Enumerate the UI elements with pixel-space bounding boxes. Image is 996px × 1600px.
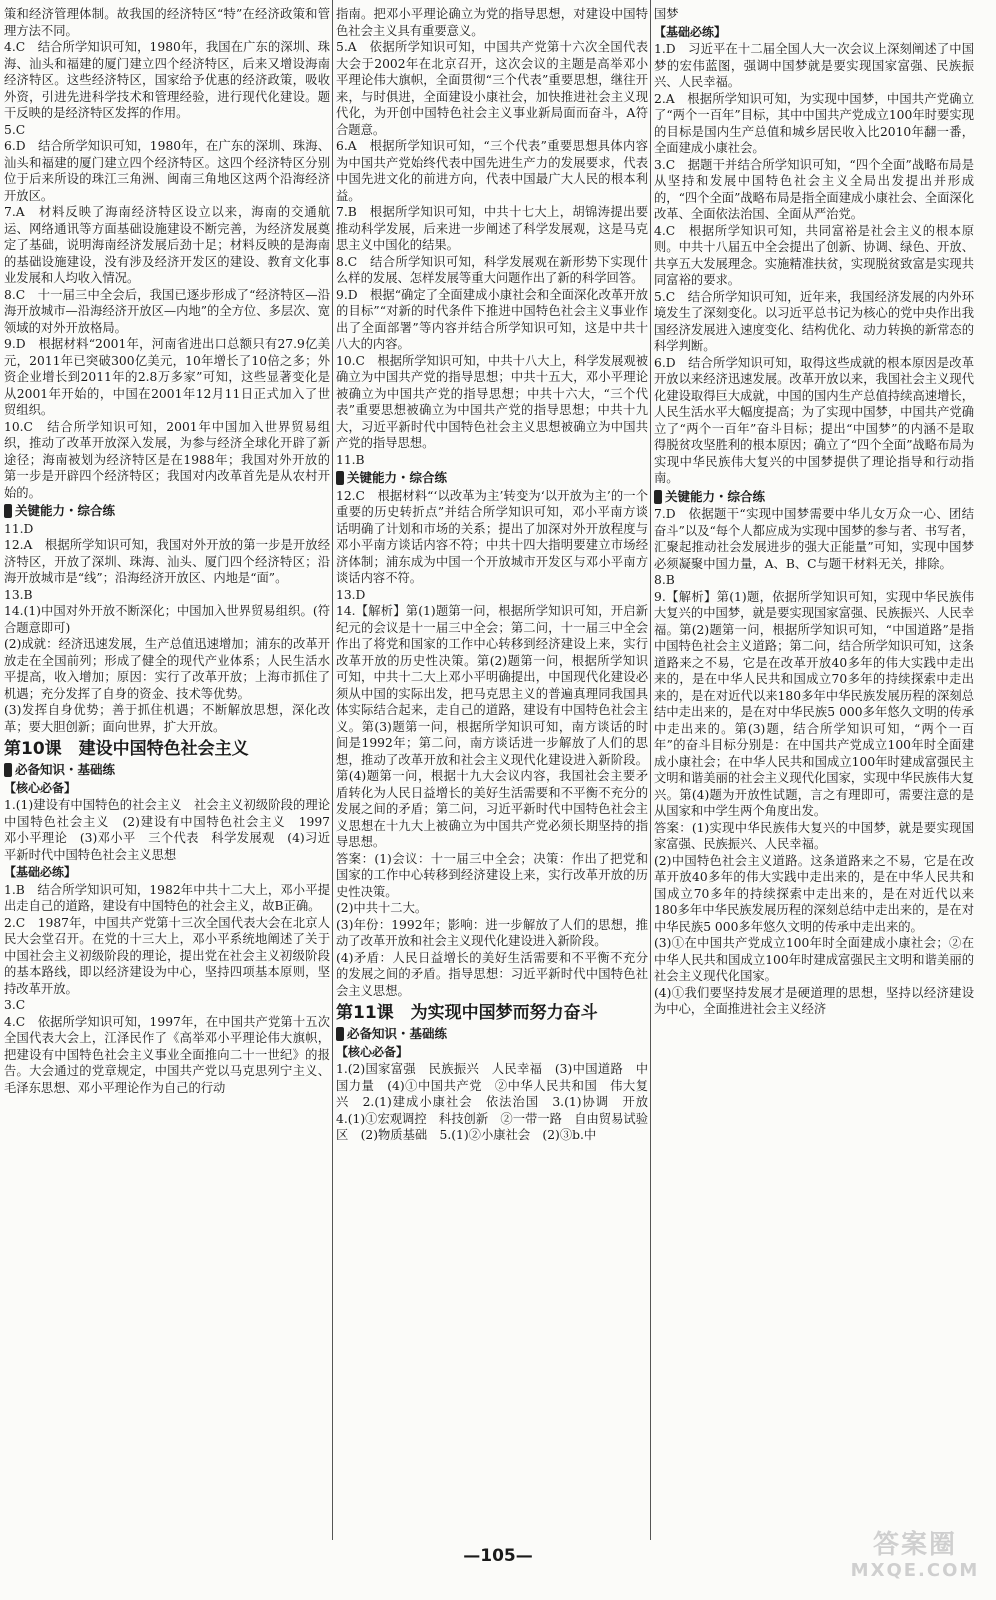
answer-8: 8.B [654, 573, 675, 587]
basic-answer-4: 4.C 根据所学知识可知，共同富裕是社会主义的根本原则。中共十八届五中全会提出了创新、协调、绿色、开放、共享五大发展理念。实施精准扶贫，实现脱贫致富是实现共同富裕的要求。 [654, 223, 974, 287]
section-heading-text: 关键能力・综合练 [15, 503, 116, 518]
answer-text: 国梦 [654, 7, 679, 21]
answer-9-part4: (4)①我们要坚持发展才是硬道理的思想，坚持以经济建设为中心，全面推进社会主义经济 [654, 985, 974, 1016]
answer-9-part3: (3)①在中国共产党成立100年时全面建成小康社会；②在中华人民共和国成立100年时建成富强民主文明和谐美丽的社会主义现代化国家。 [654, 936, 974, 983]
page-edge-fragment [978, 0, 996, 1600]
answer-6: 6.D 结合所学知识可知，1980年，在广东的深圳、珠海、汕头和福建的厦门建立四个经济特区。这四个经济特区分别位于后来所设的珠江三角洲、闽南三角地区这两个沿海经济开放区。 [4, 139, 330, 203]
core-answers: 1.(2)国家富强 民族振兴 人民幸福 (3)中国道路 中国力量 (4)①中国共产党 ②中华人民共和国 伟大复兴 2.(1)建成小康社会 依法治国 3.(1)协调 开放 4.(1)①宏观调控 科技创新 ②一带一路 自由贸易试验区 (2)物质基础 5.(1)②小康社会 (2)③b.中 [336, 1062, 648, 1142]
answer-14-part4: (4)矛盾：人民日益增长的美好生活需要和不平衡不充分的发展之间的矛盾。指导思想：习近平新时代中国特色社会主义思想。 [336, 950, 648, 998]
core-answers: 1.(1)建设有中国特色的社会主义 社会主义初级阶段的理论 中国特色社会主义 (2)建设有中国特色社会主义 1997 邓小平理论 (3)邓小平 三个代表 科学发展观 (4)习近平新时代中国特色社会主义思想 [4, 798, 330, 862]
answer-9-answer: 答案：(1)实现中华民族伟大复兴的中国梦，就是要实现国家富强、民族振兴、人民幸福。 [654, 820, 974, 851]
section-marker-icon [336, 1027, 344, 1041]
answer-14-part2: (2)成就：经济迅速发展，生产总值迅速增加；浦东的改革开放走在全国前列；形成了健全的现代产业体系；人民生活水平提高，收入增加；原因：实行了改革开放；上海市抓住了机遇；充分发挥了自身的资金、技术等优势。 [4, 637, 330, 701]
basic-answer-2: 2.A 根据所学知识可知，为实现中国梦，中国共产党确立了“两个一百年”目标，其中中国共产党成立100年时要实现的目标是国内生产总值和城乡居民收入比2010年翻一番，全面建成小康社会。 [654, 91, 974, 155]
column-divider [650, 0, 651, 1540]
basic-answer-6: 6.D 结合所学知识可知，取得这些成就的根本原因是改革开放以来经济迅速发展。改革开放以来，我国社会主义现代化建设取得巨大成就，中国的国内生产总值持续高速增长，人民生活水平大幅度提高；为了实现中国梦，中国共产党确立了“两个一百年”奋斗目标；提出“中国梦”的内涵不是取得脱贫攻坚胜利的根本原因；确立了“四个全面”战略布局为实现中华民族伟大复兴的中国梦提供了理论指导和行动指南。 [654, 355, 974, 485]
answer-14-answer: 答案：(1)会议：十一届三中全会；决策：作出了把党和国家的工作中心转移到经济建设上来，实行改革开放的历史性决策。 [336, 851, 648, 899]
section-heading [336, 470, 648, 487]
answer-14-analysis: 14.【解析】第(1)题第一问，根据所学知识可知，开启新纪元的会议是十一届三中全会；第二问，十一届三中全会作出了将党和国家的工作中心转移到经济建设上来，实行改革开放的历史性决策。第(2)题第一问，根据所学知识可知，中共十二大上邓小平明确提出，中国现代化建设必须从中国的实际出发，把马克思主义的普遍真理同我国具体实际结合起来，走自己的道路，建设有中国特色社会主义。第(3)题第一问，根据所学知识可知，南方谈话的时间是1992年；第二问，南方谈话进一步解放了人们的思想，推动了改革开放和社会主义现代化建设进入新阶段。第(4)题第一问，根据十九大会议内容，我国社会主要矛盾转化为人民日益增长的美好生活需要和不平衡不充分的发展之间的矛盾；第二问，习近平新时代中国特色社会主义思想在十九大上被确立为中国共产党必须长期坚持的指导思想。 [336, 604, 648, 849]
basic-answer-1: 1.D 习近平在十二届全国人大一次会议上深刻阐述了中国梦的宏伟蓝图，强调中国梦就是要实现国家富强、民族振兴、人民幸福。 [654, 42, 974, 89]
answer-7: 7.B 根据所学知识可知，中共十七大上，胡锦涛提出要推动科学发展，后来进一步阐述了科学发展观，这是马克思主义中国化的结果。 [336, 205, 648, 252]
subsection-heading: 【核心必备】 [336, 1044, 409, 1059]
answer-9-part2: (2)中国特色社会主义道路。这条道路来之不易，它是在改革开放40多年的伟大实践中走出来的，是在中华人民共和国成立70多年的持续探索中走出来的，是在对近代以来180多年中华民族发展历程的深刻总结中走出来的，是在对中华民族5 000多年悠久文明的传承中走出来的。 [654, 853, 974, 934]
answer-9: 9.D 根据材料“2001年，河南省进出口总额只有27.9亿美元，2011年已突破300亿美元，10年增长了10倍之多；外资企业增长到2011年的2.8万多家”可知，这些显著变化是从2001年开始的，中国在2001年12月11日正式加入了世贸组织。 [4, 337, 330, 417]
basic-answer-5: 5.C 结合所学知识可知，近年来，我国经济发展的内外环境发生了深刻变化。以习近平总书记为核心的党中央作出我国经济发展进入速度变化、结构优化、动力转换的新常态的科学判断。 [654, 289, 974, 353]
answer-6: 6.A 根据所学知识可知，“三个代表”重要思想具体内容为中国共产党始终代表中国先进生产力的发展要求，代表中国先进文化的前进方向，代表中国最广大人民的根本利益。 [336, 139, 648, 203]
section-marker-icon [4, 763, 12, 777]
answer-14-part3: (3)年份：1992年；影响：进一步解放了人们的思想，推动了改革开放和社会主义现代化建设进入新阶段。 [336, 917, 648, 948]
answer-7: 7.D 依据题干“实现中国梦需要中华儿女万众一心、团结奋斗”以及“每个人都应成为实现中国梦的参与者、书写者，汇聚起推动社会发展进步的强大正能量”可知，实现中国梦必须凝聚中国力量，A、B、C与题干材料无关，排除。 [654, 507, 974, 571]
basic-answer-3: 3.C [4, 998, 26, 1012]
answer-11: 11.B [336, 452, 365, 467]
subsection-heading: 【基础必练】 [4, 865, 77, 879]
section-marker-icon [4, 504, 12, 518]
watermark-text: 答案圈 [872, 1530, 957, 1560]
answer-12: 12.A 根据所学知识可知，我国对外开放的第一步是开放经济特区，开放了深圳、珠海、汕头、厦门四个经济特区；沿海开放城市是“线”；沿海经济开放区、内地是“面”。 [4, 538, 330, 585]
basic-answer-2: 2.C 1987年，中国共产党第十三次全国代表大会在北京人民大会堂召开。在党的十三大上，邓小平系统地阐述了关于中国社会主义初级阶段的理论，提出党在社会主义初级阶段的基本路线，即以经济建设为中心，坚持四项基本原则，坚持改革开放。 [4, 915, 330, 996]
answer-14-part1: 14.(1)中国对外开放不断深化；中国加入世界贸易组织。(符合题意即可) [4, 604, 330, 635]
answer-10: 10.C 结合所学知识可知，2001年中国加入世界贸易组织，推动了改革开放深入发展，为参与经济全球化开辟了新途径；海南被划为经济特区是在1988年；我国对外开放的第一步是开辟四个经济特区；我国对内改革首先是从农村开始的。 [4, 419, 330, 500]
answer-13: 13.B [4, 587, 33, 602]
answer-8: 8.C 十一届三中全会后，我国已逐步形成了“经济特区—沿海开放城市—沿海经济开放区—内地”的全方位、多层次、宽领域的对外开放格局。 [4, 287, 330, 335]
answer-14-part2: (2)中共十二大。 [336, 901, 428, 915]
section-heading [336, 1026, 648, 1043]
column-right [654, 6, 974, 1541]
answer-9: 9.D 根据“确定了全面建成小康社会和全面深化改革开放的目标”“对新的时代条件下推进中国特色社会主义事业作出了全面部署”等内容并结合所学知识可知，这是中共十八大的内容。 [336, 287, 648, 351]
answer-7: 7.A 材料反映了海南经济特区设立以来，海南的交通航运、网络通讯等方面基础设施建设不断完善，为经济发展奠定了基础，说明海南经济发展后劲十足；材料反映的是海南的基础设施建设，没有涉及经济开发区的建设、教育文化事业发展和人均收入情况。 [4, 205, 330, 285]
section-heading [4, 503, 330, 520]
basic-answer-4: 4.C 依据所学知识可知，1997年，在中国共产党第十五次全国代表大会上，江泽民作了《高举邓小平理论伟大旗帜，把建设有中国特色社会主义事业全面推向二十一世纪》的报告。大会通过的党章规定，中国共产党以马克思列宁主义、毛泽东思想、邓小平理论作为自己的行动 [4, 1014, 330, 1095]
watermark-url: MXQE.COM [850, 1560, 980, 1581]
answer-text: 策和经济管理体制。故我国的经济特区“特”在经济政策和管理方法不同。 [4, 7, 330, 38]
section-heading [654, 489, 974, 506]
answer-8: 8.C 结合所学知识可知，科学发展观在新形势下实现什么样的发展、怎样发展等重大问题作出了新的科学回答。 [336, 254, 648, 285]
answer-5: 5.A 依据所学知识可知，中国共产党第十六次全国代表大会于2002年在北京召开，这次会议的主题是高举邓小平理论伟大旗帜，全面贯彻“三个代表”重要思想，继往开来，与时俱进，全面建设小康社会，加快推进社会主义现代化，为开创中国特色社会主义事业新局面而奋斗，A符合题意。 [336, 40, 648, 137]
column-left [4, 6, 330, 1541]
lesson-title: 第10课 建设中国特色社会主义 [4, 739, 249, 759]
basic-answer-1: 1.B 结合所学知识可知，1982年中共十二大上，邓小平提出走自己的道路，建设有中国特色的社会主义，故B正确。 [4, 882, 330, 913]
subsection-heading: 【核心必备】 [4, 780, 77, 795]
column-divider [332, 0, 333, 1540]
section-marker-icon [336, 471, 344, 485]
answer-9-analysis: 9.【解析】第(1)题，依据所学知识可知，实现中华民族伟大复兴的中国梦，就是要实现国家富强、民族振兴、人民幸福。第(2)题第一问，根据所学知识可知，“中国道路”是指中国特色社会主义道路；第二问，结合所学知识可知，这条道路来之不易，它是在改革开放40多年的伟大实践中走出来的，是在中华人民共和国成立70多年的持续探索中走出来的，是在对近代以来180多年中华民族发展历程的深刻总结中走出来的，是在对中华民族5 000多年悠久文明的传承中走出来的。第(3)题，结合所学知识可知，“两个一百年”的奋斗目标分别是：在中国共产党成立100年时全面建成小康社会；在中华人民共和国成立100年时建成富强民主文明和谐美丽的社会主义现代化国家，实现中华民族伟大复兴。第(4)题为开放性试题，言之有理即可，需要注意的是从国家和中学生两个角度出发。 [654, 589, 974, 818]
watermark-logo [840, 1530, 990, 1596]
basic-answer-3: 3.C 据题干并结合所学知识可知，“四个全面”战略布局是从坚持和发展中国特色社会主义全局出发提出并形成的，“四个全面”战略布局是指全面建成小康社会、全面深化改革、全面依法治国、全面从严治党。 [654, 157, 974, 221]
section-marker-icon [654, 490, 662, 504]
answer-12: 12.C 根据材料“‘以改革为主’转变为‘以开放为主’的一个重要的历史转折点”并结合所学知识可知，邓小平南方谈话明确了计划和市场的关系；提出了加深对外开放程度与邓小平南方谈话内容不符；中共十四大指明要建立市场经济体制；浦东成为中国一个开放城市开发区与邓小平南方谈话内容不符。 [336, 488, 648, 585]
subsection-heading: 【基础必练】 [654, 24, 727, 39]
answer-5: 5.C [4, 122, 26, 137]
answer-4: 4.C 结合所学知识可知，1980年，我国在广东的深圳、珠海、汕头和福建的厦门建立四个经济特区，后来又增设海南经济特区。这些经济特区，国家给予优惠的经济政策，吸收外资，引进先进科学技术和管理经验，进行现代化建设。题干反映的是经济特区发挥的作用。 [4, 40, 330, 120]
answer-text: 指南。把邓小平理论确立为党的指导思想，对建设中国特色社会主义具有重要意义。 [336, 7, 648, 38]
section-heading-text: 关键能力・综合练 [347, 470, 448, 485]
section-heading-text: 关键能力・综合练 [665, 488, 766, 504]
section-heading-text: 必备知识・基础练 [15, 762, 116, 777]
section-heading [4, 762, 330, 779]
answer-13: 13.D [336, 587, 366, 602]
answer-14-part3: (3)发挥自身优势；善于抓住机遇；不断解放思想，深化改革；要大胆创新；面向世界，扩大开放。 [4, 703, 330, 734]
section-heading-text: 必备知识・基础练 [347, 1026, 448, 1041]
lesson-title: 第11课 为实现中国梦而努力奋斗 [336, 1003, 598, 1023]
column-middle [336, 6, 648, 1541]
answer-11: 11.D [4, 521, 34, 536]
answer-10: 10.C 根据所学知识可知，中共十八大上，科学发展观被确立为中国共产党的指导思想；中共十五大，邓小平理论被确立为中国共产党的指导思想；中共十六大，“三个代表”重要思想被确立为中国共产党的指导思想；中共十九大，习近平新时代中国特色社会主义思想被确立为中国共产党的指导思想。 [336, 353, 648, 450]
page-number: —105— [463, 1546, 533, 1566]
